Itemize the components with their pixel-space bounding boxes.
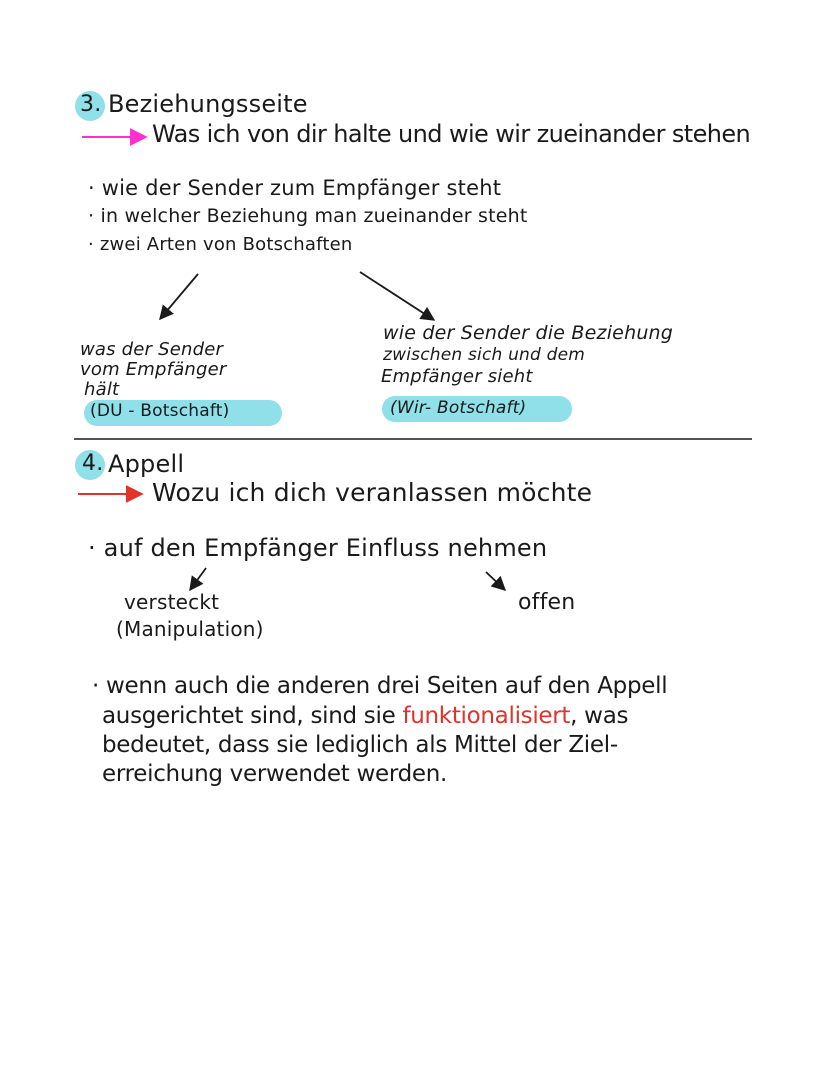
section3-left-line-1: was der Sender xyxy=(80,339,224,360)
section3-bullet-2-text: in welcher Beziehung man zueinander steht xyxy=(100,205,528,227)
wir-botschaft-arrow-icon xyxy=(360,272,434,320)
section3-left-line-2: vom Empfänger xyxy=(80,359,227,380)
paragraph-line-1: · wenn auch die anderen drei Seiten auf den Appell xyxy=(92,673,668,699)
section3-bullet-3: · zwei Arten von Botschaften xyxy=(88,234,353,255)
paragraph-line-4: erreichung verwendet werden. xyxy=(102,761,448,787)
section3-title: Beziehungsseite xyxy=(108,90,308,118)
versteckt-label: versteckt xyxy=(124,590,220,614)
section4-subtitle: Wozu ich dich veranlassen möchte xyxy=(152,478,593,507)
section4-title: Appell xyxy=(108,450,185,478)
funktionalisiert-highlight: funktionalisiert xyxy=(402,703,571,729)
du-botschaft-label: (DU - Botschaft) xyxy=(90,401,230,421)
wir-botschaft-label: (Wir- Botschaft) xyxy=(390,398,527,418)
versteckt-arrow-icon xyxy=(190,568,206,590)
section3-subtitle: Was ich von dir halte und wie wir zueinander stehen xyxy=(152,120,751,148)
section3-bullet-1: · wie der Sender zum Empfänger steht xyxy=(88,176,502,200)
paragraph-line-1-text: wenn auch die anderen drei Seiten auf den Appell xyxy=(106,673,668,699)
du-botschaft-arrow-icon xyxy=(160,274,198,319)
manipulation-label: (Manipulation) xyxy=(116,617,264,641)
paragraph-line-3: bedeutet, dass sie lediglich als Mittel der Ziel- xyxy=(102,732,618,758)
paragraph-line-2-pre: ausgerichtet sind, sind sie xyxy=(102,703,403,729)
offen-arrow-icon xyxy=(486,572,505,590)
section4-bullet-1-text: auf den Empfänger Einfluss nehmen xyxy=(103,534,548,562)
section3-bullet-2: · in welcher Beziehung man zueinander steht xyxy=(88,205,528,227)
offen-label: offen xyxy=(518,590,576,615)
section3-right-line-3: Empfänger sieht xyxy=(381,366,533,387)
section3-number: 3. xyxy=(80,92,102,117)
section4-number: 4. xyxy=(82,451,104,476)
section3-right-line-1: wie der Sender die Beziehung xyxy=(383,322,674,344)
section4-bullet-1: · auf den Empfänger Einfluss nehmen xyxy=(88,534,548,562)
section3-bullet-3-text: zwei Arten von Botschaften xyxy=(99,234,353,255)
section3-left-line-3: hält xyxy=(84,379,120,400)
section3-bullet-1-text: wie der Sender zum Empfänger steht xyxy=(101,176,502,200)
paragraph-line-2-post: , was xyxy=(570,703,629,729)
section3-right-line-2: zwischen sich und dem xyxy=(383,345,586,365)
